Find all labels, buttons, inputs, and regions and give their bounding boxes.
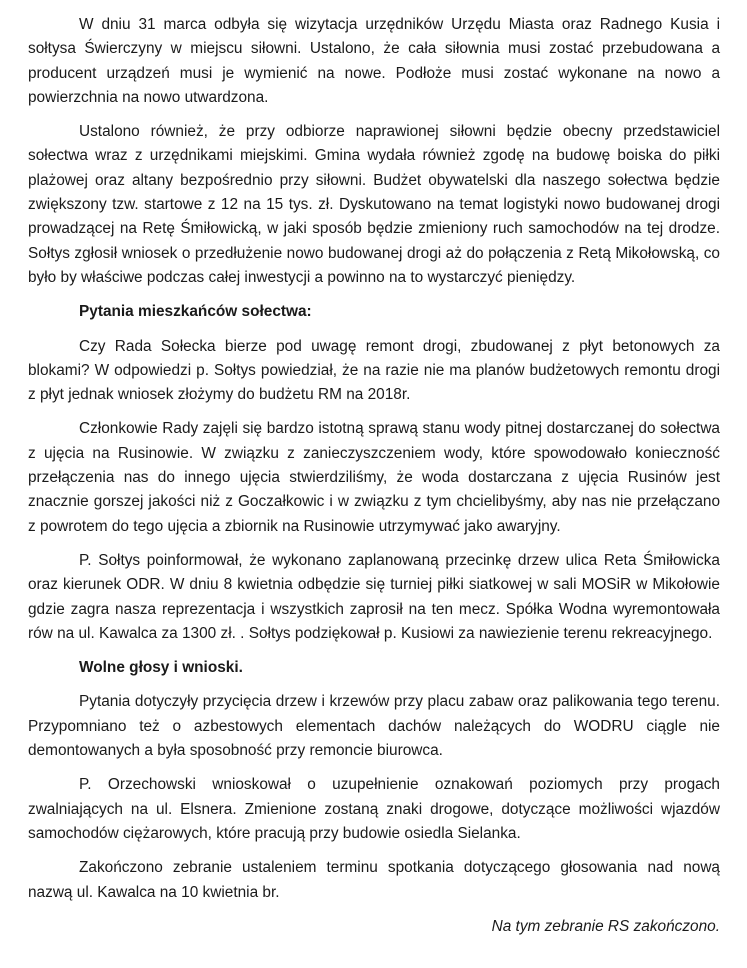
paragraph-road-markings: P. Orzechowski wnioskował o uzupełnienie oznakowań poziomych przy progach zwalniających na ul. Elsnera. Zmienione zostaną znaki drogowe, dotyczące możliwości wjazdów samochodów ciężarowych, które pracują przy budowie osiedla Sielanka.: [28, 776, 720, 842]
closing-line: Na tym zebranie RS zakończono.: [491, 917, 720, 935]
paragraph-meeting-end: Zakończono zebranie ustaleniem terminu spotkania dotyczącego głosowania nad nową nazwą ul. Kawalca na 10 kwietnia br.: [28, 859, 720, 901]
paragraph-soltys-info: P. Sołtys poinformował, że wykonano zaplanowaną przecinkę drzew ulica Reta Śmiłowicka oraz kierunek ODR. W dniu 8 kwietnia odbędzie się turniej piłki siatkowej w sali MOSiR w Mikołowie gdzie zagra nasza reprezentacja i wszystkich zaprosił na ten mecz. Spółka Wodna wyremontowała rów na ul. Kawalca za 1300 zł. . Sołtys podziękował p. Kusiowi za nawiezienie terenu rekreacyjnego.: [28, 551, 720, 642]
paragraph-drinking-water: Członkowie Rady zajęli się bardzo istotną sprawą stanu wody pitnej dostarczanej do sołectwa z ujęcia na Rusinowie. W związku z zanieczyszczeniem wody, które spowodowało konieczność przełączenia nas do innego ujęcia stwierdziliśmy, że woda dostarczana z ujęcia Rusinów jest znacznie gorszej jakości niż z Goczałkowic i w związku z tym chcielibyśmy, aby nas nie przełączano z powrotem do tego ujęcia a zbiornik na Rusinowie utrzymywać jako awaryjny.: [28, 420, 720, 535]
heading-free-motions: Wolne głosy i wnioski.: [79, 659, 243, 677]
paragraph-tree-trimming: Pytania dotyczyły przycięcia drzew i krzewów przy placu zabaw oraz palikowania tego terenu. Przypomniano też o azbestowych elementach dachów należących do WODRU ciągle nie demontowanych a była sposobność przy remoncie biurowca.: [28, 693, 720, 760]
document-page: [28, 0, 720, 939]
heading-residents-questions: Pytania mieszkańców sołectwa:: [79, 303, 312, 321]
paragraph-site-visit: W dniu 31 marca odbyła się wizytacja urzędników Urzędu Miasta oraz Radnego Kusia i sołtysa Świerczyny w miejscu siłowni. Ustalono, że cała siłownia musi zostać przebudowana a producent urządzeń musi je wymienić na nowe. Podłoże musi zostać wykonane na nowo a powierzchnia na nowo utwardzona.: [28, 16, 720, 106]
paragraph-road-repair: Czy Rada Sołecka bierze pod uwagę remont drogi, zbudowanej z płyt betonowych za blokami? W odpowiedzi p. Sołtys powiedział, że na razie nie ma planów budżetowych remontu drogi z płyt jednak wniosek złożymy do budżetu RM na 2018r.: [28, 337, 720, 404]
paragraph-agreements: Ustalono również, że przy odbiorze naprawionej siłowni będzie obecny przedstawiciel sołectwa wraz z urzędnikami miejskimi. Gmina wydała również zgodę na budowę boiska do piłki plażowej oraz altany bezpośrednio przy siłowni. Budżet obywatelski dla naszego sołectwa będzie zwiększony tzw. startowe z 12 na 15 tys. zł. Dyskutowano na temat logistyki nowo budowanej drogi prowadzącej na Retę Śmiłowicką, w jaki sposób będzie zmieniony ruch samochodów na tej drodze. Sołtys zgłosił wniosek o przedłużenie nowo budowanej drogi aż do połączenia z Retą Mikołowską, co było by właściwe podczas całej inwestycji a powinno na to wystarczyć pieniędzy.: [28, 123, 720, 286]
